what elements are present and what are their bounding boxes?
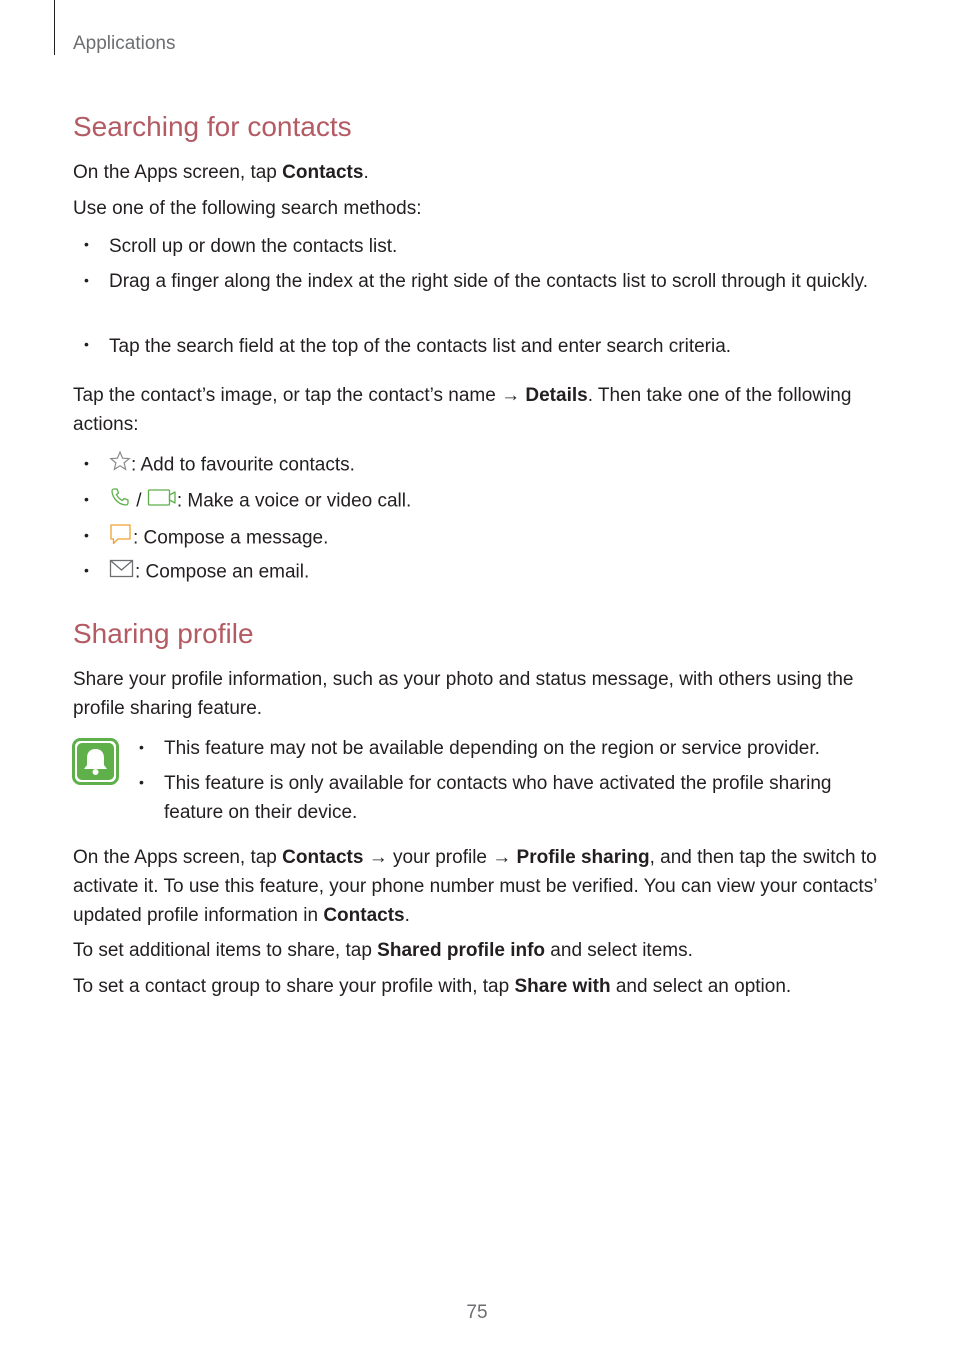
list-item: : Add to favourite contacts.	[109, 450, 869, 481]
bullet-icon: •	[84, 272, 89, 288]
section-title-sharing: Sharing profile	[73, 618, 254, 649]
icon-separator: /	[136, 490, 142, 512]
phone-icon	[109, 486, 131, 517]
message-icon	[109, 522, 133, 555]
list-item: : Compose a message.	[109, 522, 869, 555]
list-item: Drag a finger along the index at the right side of the contacts list to scroll through it quickly.	[109, 271, 868, 292]
bullet-icon: •	[139, 739, 144, 755]
list-item: Scroll up or down the contacts list.	[109, 236, 398, 257]
star-icon	[109, 450, 131, 481]
bullet-icon: •	[84, 236, 89, 252]
sharing-intro: Share your profile information, such as your photo and status message, with others using the profile sharing feature.	[73, 669, 854, 719]
intro-paragraph: On the Apps screen, tap Contacts.	[73, 162, 369, 183]
bullet-icon: •	[84, 455, 89, 471]
shared-items-paragraph: To set additional items to share, tap Shared profile info and select items.	[73, 940, 693, 961]
note-item: This feature may not be available depending on the region or service provider.	[164, 738, 820, 759]
share-with-paragraph: To set a contact group to share your profile with, tap Share with and select an option.	[73, 976, 792, 997]
running-head: Applications	[73, 33, 176, 54]
bullet-icon: •	[139, 774, 144, 790]
details-paragraph: Tap the contact’s image, or tap the contact’s name → Details. Then take one of the following actions:	[73, 385, 852, 435]
list-item: / : Make a voice or video call.	[109, 486, 869, 517]
bullet-icon: •	[84, 527, 89, 543]
section-title-searching: Searching for contacts	[73, 111, 352, 142]
list-item: : Compose an email.	[109, 557, 869, 588]
bullet-icon: •	[84, 336, 89, 352]
sharing-instructions: On the Apps screen, tap Contacts → your profile → Profile sharing, and then tap the switch to activate it. To use this feature, your phone number must be verified. You can view your contacts’ updated profile information in Contacts.	[73, 847, 877, 926]
note-icon	[72, 738, 119, 790]
bullet-icon: •	[84, 562, 89, 578]
list-item: Tap the search field at the top of the contacts list and enter search criteria.	[109, 336, 732, 357]
page-number: 75	[466, 1302, 488, 1323]
bullet-icon: •	[84, 491, 89, 507]
note-item: This feature is only available for contacts who have activated the profile sharing feature on their device.	[164, 773, 832, 823]
methods-intro: Use one of the following search methods:	[73, 198, 422, 219]
margin-rule	[54, 0, 55, 55]
video-icon	[147, 486, 177, 517]
email-icon	[109, 557, 135, 588]
